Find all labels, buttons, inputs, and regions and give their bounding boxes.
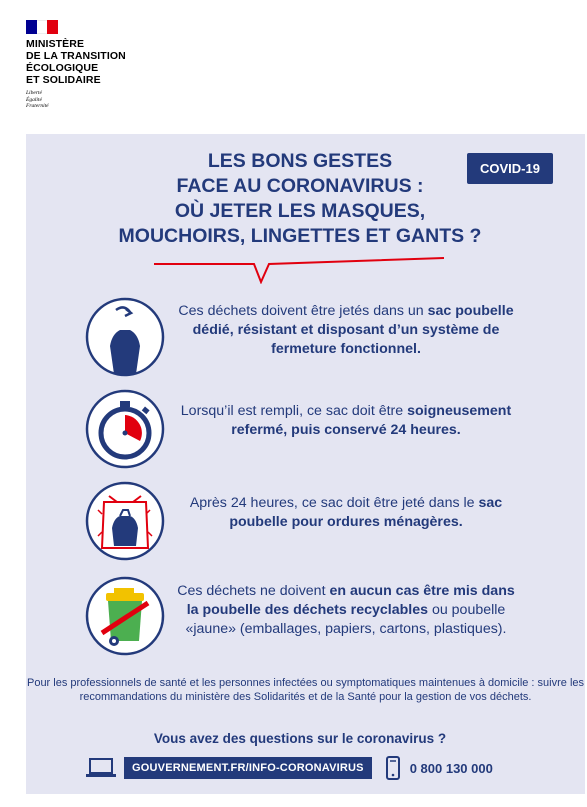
ministry-name bbox=[26, 38, 126, 86]
ministry-line: ET SOLIDAIRE bbox=[26, 74, 101, 86]
step-text-bold: soigneusement refermé, puis conservé 24 heures. bbox=[231, 403, 512, 438]
stopwatch-icon bbox=[84, 388, 166, 470]
covid-badge: COVID-19 bbox=[467, 153, 553, 184]
step-text-part: Lorsqu’il est rempli, ce sac doit être bbox=[180, 403, 408, 419]
bag-in-bin-bag-icon bbox=[84, 480, 166, 562]
step-text-part: Ces déchets doivent être jetés dans un bbox=[178, 303, 428, 319]
info-coronavirus-link[interactable]: GOUVERNEMENT.FR/INFO-CORONAVIRUS bbox=[124, 757, 372, 779]
french-flag-icon bbox=[26, 20, 58, 34]
laptop-icon bbox=[86, 757, 116, 779]
footnote: Pour les professionnels de santé et les personnes infectées ou symptomatiques maintenues à domicile : suivre les recommandations du ministère des Solidarités et de la Santé pour la gestion de vos déchets. bbox=[26, 677, 585, 703]
step-text-part: Après 24 heures, ce sac doit être jeté dans le bbox=[189, 495, 479, 511]
step-text-part: ou poubelle «jaune» (emballages, papiers, cartons, plastiques). bbox=[185, 602, 507, 637]
info-panel bbox=[26, 134, 585, 794]
step-text bbox=[176, 302, 516, 359]
ministry-line: MINISTÈRE bbox=[26, 38, 85, 50]
step-text-bold: sac poubelle pour ordures ménagères. bbox=[229, 495, 503, 530]
contact-bar bbox=[86, 756, 493, 780]
step-text-part: Ces déchets ne doivent bbox=[177, 583, 330, 599]
title-line: FACE AU CORONAVIRUS : bbox=[176, 175, 424, 197]
question-heading: Vous avez des questions sur le coronavirus ? bbox=[153, 731, 447, 746]
title-line: MOUCHOIRS, LINGETTES ET GANTS ? bbox=[118, 225, 482, 247]
phone-icon bbox=[382, 756, 404, 780]
ministry-line: DE LA TRANSITION bbox=[26, 50, 126, 62]
motto-line: Fraternité bbox=[26, 103, 49, 109]
step-text-bold: en aucun cas être mis dans la poubelle des déchets recyclables bbox=[186, 583, 515, 618]
ministry-header bbox=[26, 20, 126, 110]
title-line: LES BONS GESTES bbox=[207, 150, 393, 172]
step-text-bold: sac poubelle dédié, résistant et disposant d’un système de fermeture fonctionnel. bbox=[192, 303, 514, 357]
step-text bbox=[176, 494, 516, 532]
republic-motto bbox=[26, 90, 126, 110]
title-line: OÙ JETER LES MASQUES, bbox=[174, 200, 426, 222]
trash-bag-arrow-icon bbox=[84, 296, 166, 378]
phone-number[interactable]: 0 800 130 000 bbox=[409, 760, 493, 776]
ministry-line: ÉCOLOGIQUE bbox=[26, 62, 99, 74]
step-text bbox=[176, 582, 516, 639]
motto-line: Liberté bbox=[26, 90, 42, 96]
no-recycling-bin-icon bbox=[84, 575, 166, 657]
step-text bbox=[176, 402, 516, 440]
speech-bubble-underline bbox=[154, 254, 444, 284]
motto-line: Égalité bbox=[26, 96, 42, 103]
